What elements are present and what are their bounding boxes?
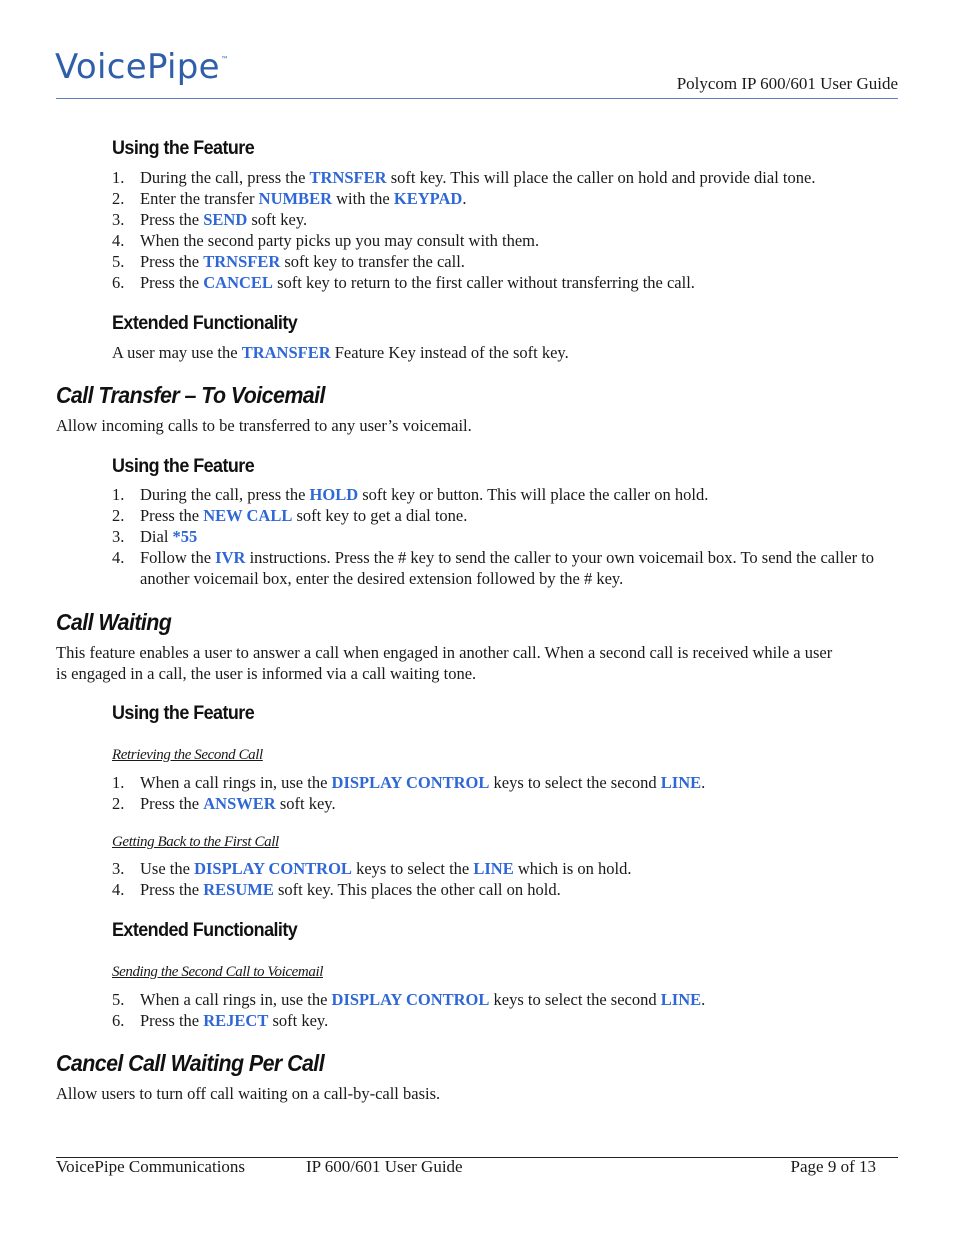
retrieving-second-call-caption: Retrieving the Second Call xyxy=(112,747,263,763)
list-item-number: 6. xyxy=(112,1011,125,1030)
list-item-number: 3. xyxy=(112,527,125,546)
text-run: Press the xyxy=(140,794,204,813)
key-name: TRNSFER xyxy=(203,252,281,271)
key-name: TRANSFER xyxy=(241,343,331,362)
key-name: NUMBER xyxy=(258,189,332,208)
list-item-number: 3. xyxy=(112,859,125,878)
call-waiting-intro-line-1: This feature enables a user to answer a call when engaged in another call. When a second call is received while a user xyxy=(56,643,833,662)
cancel-call-waiting-heading: Cancel Call Waiting Per Call xyxy=(56,1050,325,1076)
list-item-text xyxy=(140,547,902,589)
key-name: KEYPAD xyxy=(393,189,463,208)
list-item xyxy=(112,772,902,793)
text-run: When the second party picks up you may consult with them. xyxy=(140,231,540,250)
text-run: Press the xyxy=(140,1011,204,1030)
text-run: which is on hold. xyxy=(513,859,632,878)
list-item xyxy=(112,484,902,505)
text-run: . xyxy=(701,773,706,792)
key-name: ANSWER xyxy=(203,794,276,813)
list-item xyxy=(112,167,902,188)
text-run: soft key to return to the first caller without transferring the call. xyxy=(272,273,695,292)
transfer-steps-list xyxy=(112,167,902,293)
list-item-number: 1. xyxy=(112,485,125,504)
list-item-number: 2. xyxy=(112,794,125,813)
list-item-text xyxy=(140,272,902,293)
key-name: DISPLAY CONTROL xyxy=(194,859,352,878)
key-name: LINE xyxy=(473,859,514,878)
sending-to-voicemail-caption: Sending the Second Call to Voicemail xyxy=(112,964,323,980)
getting-back-caption: Getting Back to the First Call xyxy=(112,834,279,850)
list-item-text xyxy=(140,188,902,209)
voicemail-steps-list xyxy=(112,484,902,590)
list-item-number: 3. xyxy=(112,210,125,229)
text-run: When a call rings in, use the xyxy=(140,990,332,1009)
text-run: Press the xyxy=(140,506,204,525)
text-run: Use the xyxy=(140,859,195,878)
text-run: . xyxy=(701,990,706,1009)
list-item xyxy=(112,209,902,230)
list-item-number: 5. xyxy=(112,990,125,1009)
text-run: with the xyxy=(332,189,394,208)
voicepipe-logo xyxy=(55,47,230,87)
key-name: LINE xyxy=(660,773,702,792)
text-run: Press the xyxy=(140,252,204,271)
text-run: Press the xyxy=(140,880,204,899)
text-run: keys to select the second xyxy=(489,990,661,1009)
list-item-text xyxy=(140,526,902,547)
key-name: *55 xyxy=(172,527,198,546)
list-item xyxy=(112,526,902,547)
list-item-number: 4. xyxy=(112,880,125,899)
text-run: Press the xyxy=(140,210,204,229)
reject-steps-list xyxy=(112,989,902,1031)
using-feature-heading-1: Using the Feature xyxy=(112,137,255,159)
header-guide-title: Polycom IP 600/601 User Guide xyxy=(676,74,898,93)
text-run: Press the xyxy=(140,273,204,292)
list-item-number: 4. xyxy=(112,231,125,250)
text-run: soft key to transfer the call. xyxy=(280,252,465,271)
list-item-text xyxy=(140,484,902,505)
using-feature-heading-2: Using the Feature xyxy=(112,455,255,477)
text-run: soft key to get a dial tone. xyxy=(292,506,468,525)
text-run: soft key. xyxy=(268,1011,329,1030)
cancel-call-waiting-intro: Allow users to turn off call waiting on a call-by-call basis. xyxy=(56,1084,441,1103)
list-item-text xyxy=(140,1010,902,1031)
key-name: REJECT xyxy=(203,1011,269,1030)
footer-page-number: Page 9 of 13 xyxy=(790,1157,876,1176)
list-item xyxy=(112,858,902,879)
list-item-text xyxy=(140,772,902,793)
list-item-number: 5. xyxy=(112,252,125,271)
list-item-text xyxy=(140,858,902,879)
list-item xyxy=(112,272,902,293)
trademark-mark: ™ xyxy=(220,55,230,64)
call-transfer-voicemail-heading: Call Transfer – To Voicemail xyxy=(56,382,325,408)
getting-back-steps-list xyxy=(112,858,902,900)
list-item-number: 4. xyxy=(112,548,125,567)
text-run: When a call rings in, use the xyxy=(140,773,332,792)
call-waiting-heading: Call Waiting xyxy=(56,609,172,635)
key-name: DISPLAY CONTROL xyxy=(331,990,490,1009)
key-name: LINE xyxy=(660,990,702,1009)
key-name: NEW CALL xyxy=(203,506,293,525)
key-name: CANCEL xyxy=(203,273,273,292)
key-name: IVR xyxy=(215,548,246,567)
list-item-number: 2. xyxy=(112,506,125,525)
list-item xyxy=(112,879,902,900)
key-name: RESUME xyxy=(203,880,274,899)
extended-functionality-heading-2: Extended Functionality xyxy=(112,919,298,941)
key-name: DISPLAY CONTROL xyxy=(331,773,490,792)
list-item xyxy=(112,989,902,1010)
footer-company: VoicePipe Communications xyxy=(56,1157,246,1176)
list-item xyxy=(112,230,902,251)
list-item-text xyxy=(140,793,902,814)
text-run: instructions. Press the # key to send the caller to your own voicemail box. To send the caller to another voicemail box, enter the desired extension followed by the # key. xyxy=(140,548,875,588)
text-run: A user may use the xyxy=(112,343,242,362)
call-transfer-voicemail-intro: Allow incoming calls to be transferred to any user’s voicemail. xyxy=(56,416,472,435)
list-item-number: 1. xyxy=(112,773,125,792)
text-run: soft key or button. This will place the caller on hold. xyxy=(358,485,709,504)
footer-guide: IP 600/601 User Guide xyxy=(306,1157,463,1176)
text-run: Feature Key instead of the soft key. xyxy=(330,343,569,362)
list-item-number: 1. xyxy=(112,168,125,187)
list-item xyxy=(112,1010,902,1031)
list-item-text xyxy=(140,230,902,251)
list-item-text xyxy=(140,505,902,526)
logo-text: VoicePipe xyxy=(55,47,220,87)
text-run: keys to select the xyxy=(351,859,474,878)
text-run: Follow the xyxy=(140,548,216,567)
retrieve-steps-list xyxy=(112,772,902,814)
text-run: . xyxy=(462,189,467,208)
text-run: soft key. This will place the caller on hold and provide dial tone. xyxy=(386,168,816,187)
text-run: soft key. This places the other call on hold. xyxy=(273,880,561,899)
list-item-text xyxy=(140,989,902,1010)
text-run: Dial xyxy=(140,527,173,546)
list-item xyxy=(112,505,902,526)
extended-functionality-text-1 xyxy=(112,342,569,363)
list-item-text xyxy=(140,209,902,230)
list-item-text xyxy=(140,879,902,900)
list-item xyxy=(112,251,902,272)
list-item-text xyxy=(140,251,902,272)
list-item-number: 2. xyxy=(112,189,125,208)
list-item-text xyxy=(140,167,902,188)
list-item xyxy=(112,793,902,814)
call-waiting-intro-line-2: is engaged in a call, the user is informed via a call waiting tone. xyxy=(56,664,477,683)
text-run: During the call, press the xyxy=(140,168,310,187)
key-name: HOLD xyxy=(309,485,359,504)
header-divider xyxy=(56,98,898,99)
key-name: SEND xyxy=(203,210,248,229)
text-run: soft key. xyxy=(247,210,308,229)
list-item xyxy=(112,547,902,589)
list-item xyxy=(112,188,902,209)
text-run: Enter the transfer xyxy=(140,189,259,208)
using-feature-heading-3: Using the Feature xyxy=(112,702,255,724)
text-run: keys to select the second xyxy=(489,773,661,792)
text-run: soft key. xyxy=(275,794,336,813)
extended-functionality-heading-1: Extended Functionality xyxy=(112,312,298,334)
list-item-number: 6. xyxy=(112,273,125,292)
key-name: TRNSFER xyxy=(309,168,387,187)
text-run: During the call, press the xyxy=(140,485,310,504)
